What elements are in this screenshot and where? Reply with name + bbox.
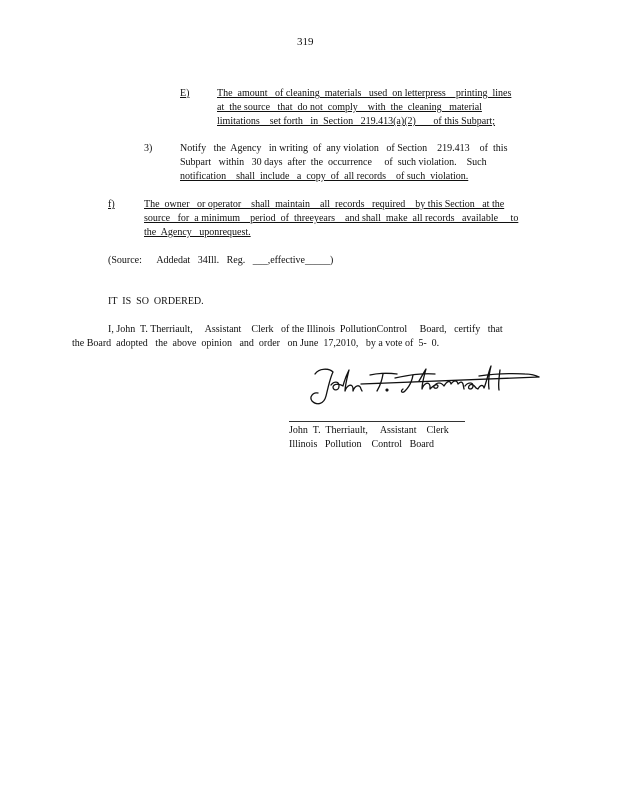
item-3-line-2: Subpart within 30 days after the occurrence of such violation. Such bbox=[180, 157, 487, 168]
certification-line-2: the Board adopted the above opinion and order on June 17,2010, by a vote of 5- 0. bbox=[72, 338, 440, 349]
item-e-marker: E) bbox=[180, 88, 190, 99]
item-3-line-3: notification shall include a copy of all records of such violation. bbox=[180, 171, 469, 182]
item-f-line-1: The owner or operator shall maintain all records required by this Section at the bbox=[144, 199, 505, 210]
item-e-line-2: at the source that do not comply with the cleaning material bbox=[217, 102, 482, 113]
item-3-line-1: Notify the Agency in writing of any violation of Section 219.413 of this bbox=[180, 143, 508, 154]
signature-line bbox=[289, 421, 465, 422]
item-e-line-3: limitations set forth in Section 219.413(a)(2) of this Subpart; bbox=[217, 116, 496, 127]
item-f-line-2: source for a minimum period of threeyears and shall make all records available to bbox=[144, 213, 519, 224]
page-number: 319 bbox=[297, 36, 314, 48]
item-3-marker: 3) bbox=[144, 143, 153, 154]
item-e-line-1: The amount of cleaning materials used on letterpress printing lines bbox=[217, 88, 512, 99]
signer-organization: Illinois Pollution Control Board bbox=[289, 439, 435, 450]
handwritten-signature bbox=[303, 360, 543, 410]
item-f-line-3: the Agency uponrequest. bbox=[144, 227, 251, 238]
certification-line-1: I, John T. Therriault, Assistant Clerk of the Illinois PollutionControl Board, certify that bbox=[108, 324, 503, 335]
signer-name-title: John T. Therriault, Assistant Clerk bbox=[289, 425, 449, 436]
source-note: (Source: Addedat 34Ill. Reg. ___,effective_____) bbox=[108, 255, 334, 266]
order-statement: IT IS SO ORDERED. bbox=[108, 296, 204, 307]
item-f-marker: f) bbox=[108, 199, 115, 210]
